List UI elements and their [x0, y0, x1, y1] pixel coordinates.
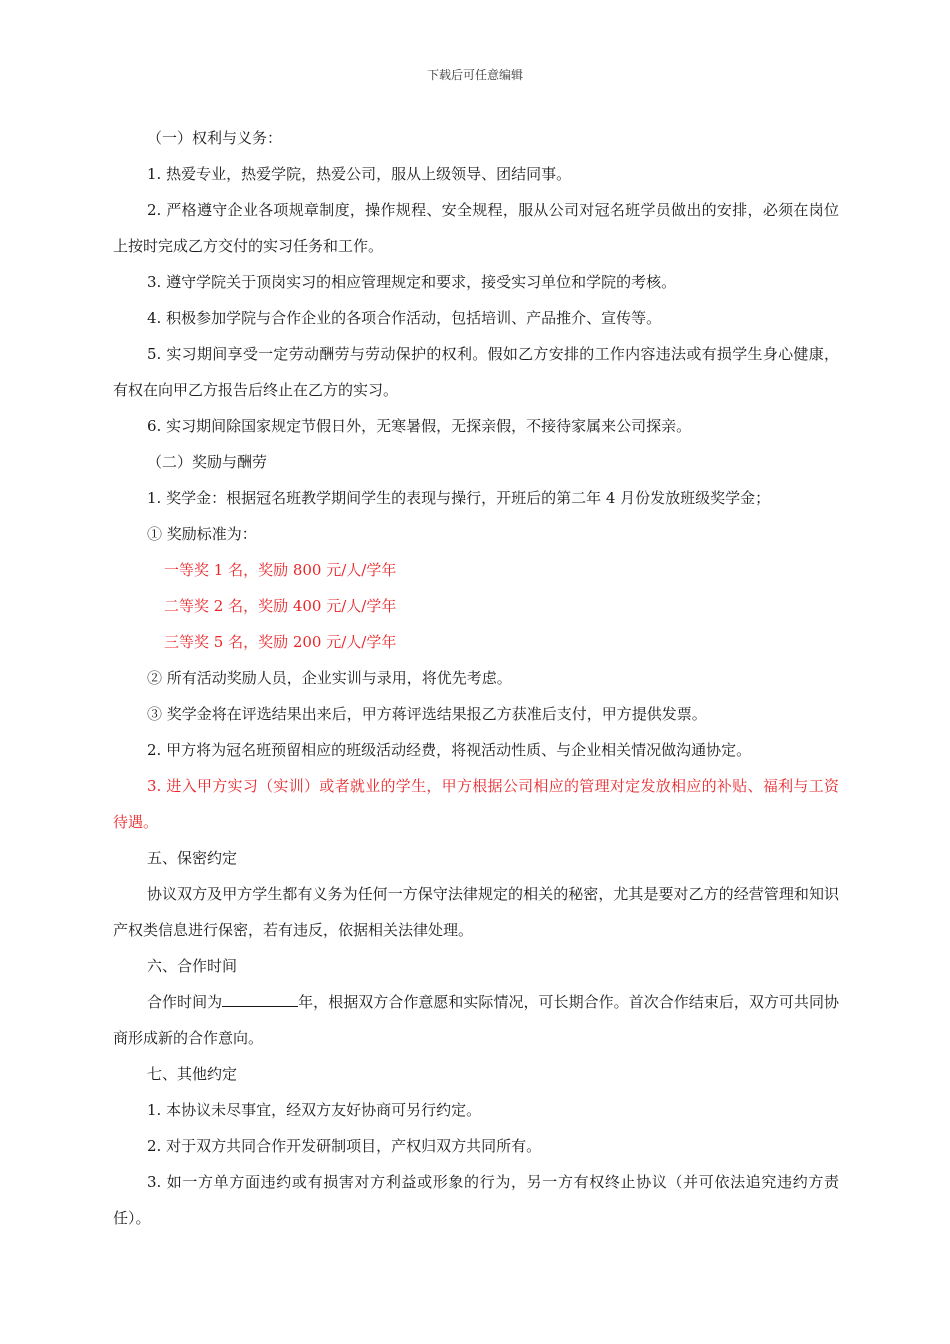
section-heading-confidentiality: 五、保密约定 [147, 849, 238, 867]
reward-note-3: ③ 奖学金将在评选结果出来后，甲方蒋评选结果报乙方获准后支付，甲方提供发票。 [147, 705, 707, 723]
confidentiality-text: 协议双方及甲方学生都有义务为任何一方保守法律规定的相关的秘密，尤其是要对乙方的经营管理和知识产权类信息进行保密，若有违反，依据相关法律处理。 [113, 885, 839, 939]
document-body [113, 120, 839, 1236]
reward-standard-label: ① 奖励标准为： [147, 525, 257, 543]
duration-blank-field [222, 992, 298, 1007]
section-heading-rewards: （二）奖励与酬劳 [147, 453, 268, 471]
other-item-1: 1. 本协议未尽事宜，经双方友好协商可另行约定。 [147, 1101, 482, 1119]
rights-item-1: 1. 热爱专业，热爱学院，热爱公司，服从上级领导、团结同事。 [147, 165, 572, 183]
rights-item-6: 6. 实习期间除国家规定节假日外，无寒暑假，无探亲假，不接待家属来公司探亲。 [147, 417, 692, 435]
reward-item-3: 3. 进入甲方实习（实训）或者就业的学生，甲方根据公司相应的管理对定发放相应的补贴、福利与工资待遇。 [113, 777, 839, 831]
rights-item-2: 2. 严格遵守企业各项规章制度，操作规程、安全规程，服从公司对冠名班学员做出的安排，必须在岗位上按时完成乙方交付的实习任务和工作。 [113, 201, 839, 255]
reward-item-2: 2. 甲方将为冠名班预留相应的班级活动经费，将视活动性质、与企业相关情况做沟通协定。 [147, 741, 752, 759]
section-heading-other: 七、其他约定 [147, 1065, 238, 1083]
duration-text-after: 年，根据双方合作意愿和实际情况，可长期合作。首次合作结束后，双方可共同协商形成新的合作意向。 [113, 993, 839, 1047]
header-note: 下载后可任意编辑 [426, 68, 523, 82]
section-heading-rights: （一）权利与义务： [147, 129, 283, 147]
prize-first: 一等奖 1 名，奖励 800 元/人/学年 [164, 561, 397, 579]
rights-item-5: 5. 实习期间享受一定劳动酬劳与劳动保护的权利。假如乙方安排的工作内容违法或有损学生身心健康，有权在向甲乙方报告后终止在乙方的实习。 [113, 345, 839, 399]
duration-text [113, 984, 839, 1056]
scholarship-item: 1. 奖学金：根据冠名班教学期间学生的表现与操行，开班后的第二年 4 月份发放班级奖学金； [147, 489, 771, 507]
reward-note-2: ② 所有活动奖励人员，企业实训与录用，将优先考虑。 [147, 669, 512, 687]
prize-second: 二等奖 2 名，奖励 400 元/人/学年 [164, 597, 397, 615]
rights-item-3: 3. 遵守学院关于顶岗实习的相应管理规定和要求，接受实习单位和学院的考核。 [147, 273, 677, 291]
other-item-2: 2. 对于双方共同合作开发研制项目，产权归双方共同所有。 [147, 1137, 542, 1155]
section-heading-duration: 六、合作时间 [147, 957, 238, 975]
rights-item-4: 4. 积极参加学院与合作企业的各项合作活动，包括培训、产品推介、宣传等。 [147, 309, 662, 327]
prize-third: 三等奖 5 名，奖励 200 元/人/学年 [164, 633, 397, 651]
other-item-3: 3. 如一方单方面违约或有损害对方利益或形象的行为，另一方有权终止协议（并可依法追究违约方责任）。 [113, 1173, 839, 1227]
duration-text-before: 合作时间为 [147, 993, 223, 1011]
